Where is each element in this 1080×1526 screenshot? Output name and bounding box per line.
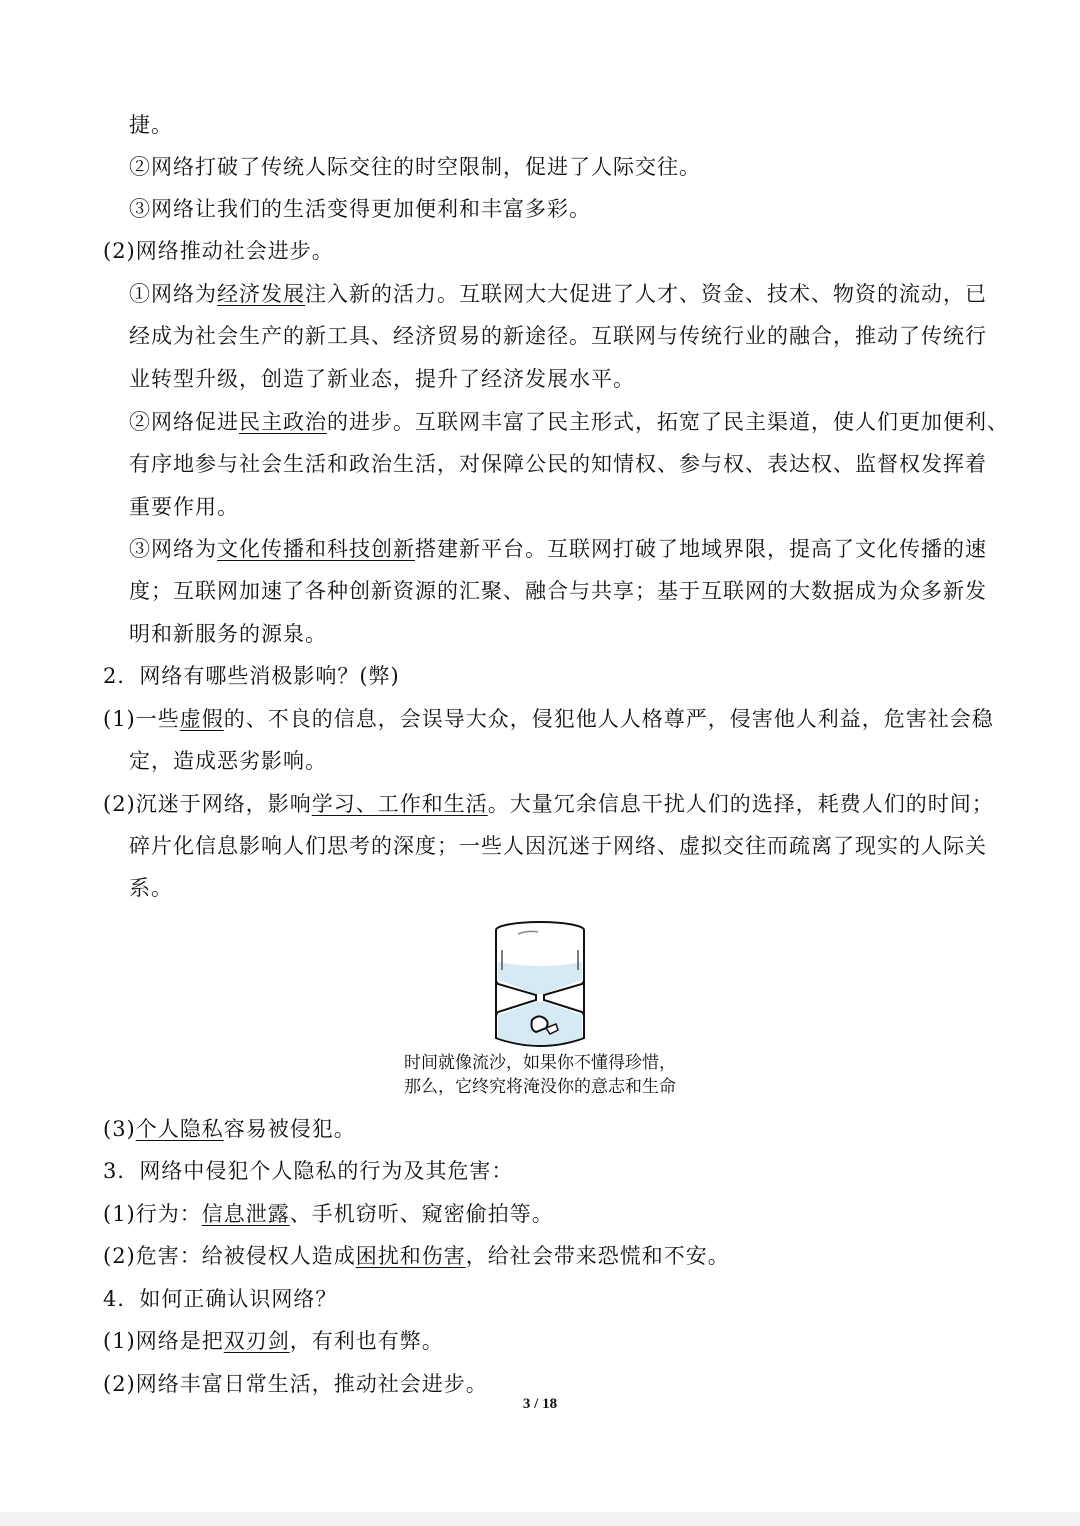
text-segment: 业转型升级，创造了新业态，提升了经济发展水平。 bbox=[129, 367, 635, 391]
text-segment: (2)网络推动社会进步。 bbox=[103, 239, 334, 263]
text-segment: 系。 bbox=[129, 876, 173, 900]
text-line bbox=[103, 704, 994, 734]
text-line bbox=[103, 1156, 513, 1186]
text-segment: ②网络促进 bbox=[129, 410, 239, 434]
text-line bbox=[129, 407, 1009, 437]
text-segment: ，有利也有弊。 bbox=[289, 1329, 444, 1353]
text-line bbox=[103, 1284, 337, 1314]
illustration-caption-line-2: 那么，它终究将淹没你的意志和生命 bbox=[404, 1077, 676, 1097]
text-line bbox=[103, 1199, 554, 1229]
underlined-key-phrase: 个人隐私 bbox=[135, 1117, 224, 1141]
underlined-key-phrase: 学习、工作和生活 bbox=[311, 792, 488, 816]
text-segment: 经成为社会生产的新工具、经济贸易的新途径。互联网与传统行业的融合，推动了传统行 bbox=[129, 324, 987, 348]
text-segment: (2)危害：给被侵权人造成 bbox=[103, 1244, 356, 1268]
text-line bbox=[129, 110, 173, 140]
text-segment: ①网络为 bbox=[129, 282, 217, 306]
text-segment: 定，造成恶劣影响。 bbox=[129, 749, 327, 773]
text-line bbox=[129, 194, 591, 224]
text-line bbox=[129, 831, 987, 861]
text-segment: 有序地参与社会生活和政治生活，对保障公民的知情权、参与权、表达权、监督权发挥着 bbox=[129, 452, 987, 476]
text-segment: 4．如何正确认识网络？ bbox=[103, 1287, 338, 1311]
text-line bbox=[129, 619, 327, 649]
text-segment: 注入新的活力。互联网大大促进了人才、资金、技术、物资的流动，已 bbox=[305, 282, 987, 306]
text-line bbox=[103, 236, 334, 266]
text-segment: 2．网络有哪些消极影响？(弊) bbox=[103, 664, 400, 688]
text-line bbox=[103, 1326, 444, 1356]
illustration-caption-line-1: 时间就像流沙，如果你不懂得珍惜， bbox=[404, 1053, 676, 1073]
text-segment: 搭建新平台。互联网打破了地域界限，提高了文化传播的速 bbox=[415, 537, 987, 561]
text-line bbox=[129, 321, 987, 351]
text-segment: ③网络为 bbox=[129, 537, 217, 561]
underlined-key-phrase: 文化传播和科技创新 bbox=[217, 537, 415, 561]
text-segment: 的、不良的信息，会误导大众，侵犯他人人格尊严，侵害他人利益，危害社会稳 bbox=[223, 707, 994, 731]
page-bottom-edge bbox=[0, 1512, 1080, 1526]
text-line bbox=[129, 152, 701, 182]
text-segment: 捷。 bbox=[129, 113, 173, 137]
underlined-key-phrase: 双刃剑 bbox=[223, 1329, 290, 1353]
text-segment: ，给社会带来恐慌和不安。 bbox=[465, 1244, 730, 1268]
text-segment: (1)行为： bbox=[103, 1202, 202, 1226]
text-line bbox=[129, 449, 987, 479]
text-line bbox=[103, 789, 994, 819]
text-line bbox=[129, 576, 987, 606]
text-segment: (1)一些 bbox=[103, 707, 180, 731]
text-line bbox=[129, 746, 327, 776]
text-segment: 明和新服务的源泉。 bbox=[129, 622, 327, 646]
text-line bbox=[129, 279, 987, 309]
text-segment: (3) bbox=[103, 1117, 136, 1141]
underlined-key-phrase: 虚假 bbox=[179, 707, 224, 731]
text-line bbox=[129, 534, 987, 564]
text-segment: 。大量冗余信息干扰人们的选择，耗费人们的时间； bbox=[487, 792, 994, 816]
underlined-key-phrase: 民主政治 bbox=[239, 410, 327, 434]
underlined-key-phrase: 困扰和伤害 bbox=[355, 1244, 466, 1268]
text-segment: 、手机窃听、窥密偷拍等。 bbox=[289, 1202, 554, 1226]
text-segment: (1)网络是把 bbox=[103, 1329, 224, 1353]
text-segment: 容易被侵犯。 bbox=[223, 1117, 356, 1141]
text-segment: (2)沉迷于网络，影响 bbox=[103, 792, 312, 816]
text-line bbox=[103, 661, 400, 691]
text-segment: 碎片化信息影响人们思考的深度；一些人因沉迷于网络、虚拟交往而疏离了现实的人际关 bbox=[129, 834, 987, 858]
text-line bbox=[129, 364, 635, 394]
text-line bbox=[103, 1369, 488, 1399]
text-line bbox=[129, 492, 239, 522]
text-segment: ③网络让我们的生活变得更加便利和丰富多彩。 bbox=[129, 197, 591, 221]
text-line bbox=[103, 1114, 356, 1144]
hourglass-icon bbox=[488, 920, 592, 1050]
text-segment: (2)网络丰富日常生活，推动社会进步。 bbox=[103, 1372, 488, 1396]
text-segment: 3．网络中侵犯个人隐私的行为及其危害： bbox=[103, 1159, 514, 1183]
underlined-key-phrase: 经济发展 bbox=[217, 282, 305, 306]
text-line bbox=[129, 873, 173, 903]
page-number: 3 / 18 bbox=[522, 1396, 558, 1412]
text-segment: 度；互联网加速了各种创新资源的汇聚、融合与共享；基于互联网的大数据成为众多新发 bbox=[129, 579, 987, 603]
text-segment: 重要作用。 bbox=[129, 495, 239, 519]
underlined-key-phrase: 信息泄露 bbox=[201, 1202, 290, 1226]
text-segment: ②网络打破了传统人际交往的时空限制，促进了人际交往。 bbox=[129, 155, 701, 179]
text-line bbox=[103, 1241, 730, 1271]
text-segment: 的进步。互联网丰富了民主形式，拓宽了民主渠道，使人们更加便利、 bbox=[327, 410, 1009, 434]
